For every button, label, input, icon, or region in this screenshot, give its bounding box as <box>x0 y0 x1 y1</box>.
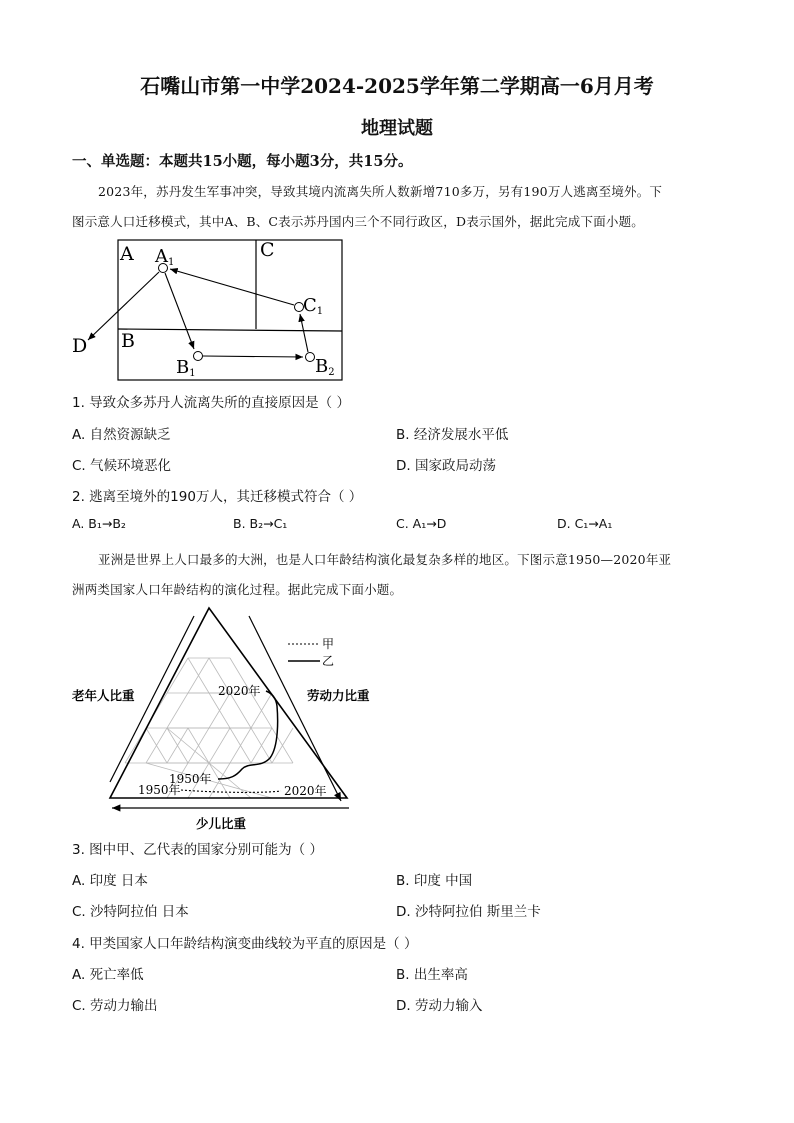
passage-2-line-1: 亚洲是世界上人口最多的大洲，也是人口年龄结构演化最复杂多样的地区。下图示意1950—2020年亚 <box>98 552 672 567</box>
question-4-option-a[interactable]: A. 死亡率低 <box>72 967 144 983</box>
outside-d-label: D <box>72 335 88 357</box>
age-structure-triangle-chart <box>66 598 396 834</box>
question-3-option-a[interactable]: A. 印度 日本 <box>72 873 148 889</box>
arrow-c1-a1 <box>170 269 294 305</box>
exam-title: 石嘴山市第一中学2024-2025学年第二学期高一6月月考 <box>140 74 654 98</box>
series-yi-curve <box>218 691 278 779</box>
passage-1-line-2: 图示意人口迁移模式，其中A、B、C表示苏丹国内三个不同行政区，D表示国外，据此完成下面小题。 <box>72 214 645 229</box>
yi-1950-label: 1950年 <box>169 772 212 786</box>
series-jia-curve <box>181 790 281 792</box>
node-b1-label: B1 <box>176 357 196 379</box>
node-b2 <box>306 353 315 362</box>
question-2-option-c[interactable]: C. A₁→D <box>396 516 447 531</box>
bottom-axis-label: 少儿比重 <box>196 816 247 831</box>
question-2-option-d[interactable]: D. C₁→A₁ <box>557 516 613 531</box>
migration-diagram <box>66 236 356 382</box>
question-1-option-d[interactable]: D. 国家政局动荡 <box>396 458 496 474</box>
passage-1-line-1: 2023年，苏丹发生军事冲突，导致其境内流离失所人数新增710多万，另有190万人逃离至境外。下 <box>98 184 663 199</box>
question-1-stem: 1. 导致众多苏丹人流离失所的直接原因是（ ） <box>72 395 350 411</box>
question-3-option-d[interactable]: D. 沙特阿拉伯 斯里兰卡 <box>396 904 541 920</box>
node-b1 <box>194 352 203 361</box>
right-axis-label: 劳动力比重 <box>307 688 370 703</box>
region-c-label: C <box>260 239 275 261</box>
region-a-label: A <box>120 243 134 265</box>
region-b-label: B <box>121 330 135 352</box>
yi-2020-label: 2020年 <box>218 684 261 698</box>
question-4-option-b[interactable]: B. 出生率高 <box>396 967 468 983</box>
question-2-stem: 2. 逃离至境外的190万人，其迁移模式符合（ ） <box>72 489 363 505</box>
left-axis-label: 老年人比重 <box>72 688 135 703</box>
jia-2020-label: 2020年 <box>284 784 327 798</box>
question-3-option-b[interactable]: B. 印度 中国 <box>396 873 473 889</box>
question-3-stem: 3. 图中甲、乙代表的国家分别可能为（ ） <box>72 842 323 858</box>
arrow-b1-b2 <box>203 356 303 357</box>
legend-yi-label: 乙 <box>322 654 335 668</box>
question-2-option-a[interactable]: A. B₁→B₂ <box>72 516 126 531</box>
section-heading: 一、单选题：本题共15小题，每小题3分，共15分。 <box>72 153 413 170</box>
question-1-option-b[interactable]: B. 经济发展水平低 <box>396 427 509 443</box>
arrow-b2-c1 <box>300 314 308 352</box>
node-a1-label: A1 <box>155 246 175 268</box>
arrow-a1-b1 <box>165 273 194 349</box>
triangle-outline <box>110 608 347 798</box>
jia-1950-label: 1950年 <box>138 783 181 797</box>
passage-2-line-2: 洲两类国家人口年龄结构的演化过程。据此完成下面小题。 <box>72 582 403 597</box>
question-4-option-c[interactable]: C. 劳动力输出 <box>72 998 158 1014</box>
node-c1-label: C1 <box>303 295 324 317</box>
exam-subtitle: 地理试题 <box>361 118 433 139</box>
node-b2-label: B2 <box>315 356 335 378</box>
boundary-b <box>118 329 342 331</box>
legend-jia-label: 甲 <box>322 637 335 651</box>
question-2-option-b[interactable]: B. B₂→C₁ <box>233 516 288 531</box>
question-1-option-c[interactable]: C. 气候环境恶化 <box>72 458 172 474</box>
question-3-option-c[interactable]: C. 沙特阿拉伯 日本 <box>72 904 189 920</box>
question-1-option-a[interactable]: A. 自然资源缺乏 <box>72 427 171 443</box>
question-4-stem: 4. 甲类国家人口年龄结构演变曲线较为平直的原因是（ ） <box>72 936 418 952</box>
question-4-option-d[interactable]: D. 劳动力输入 <box>396 998 483 1014</box>
